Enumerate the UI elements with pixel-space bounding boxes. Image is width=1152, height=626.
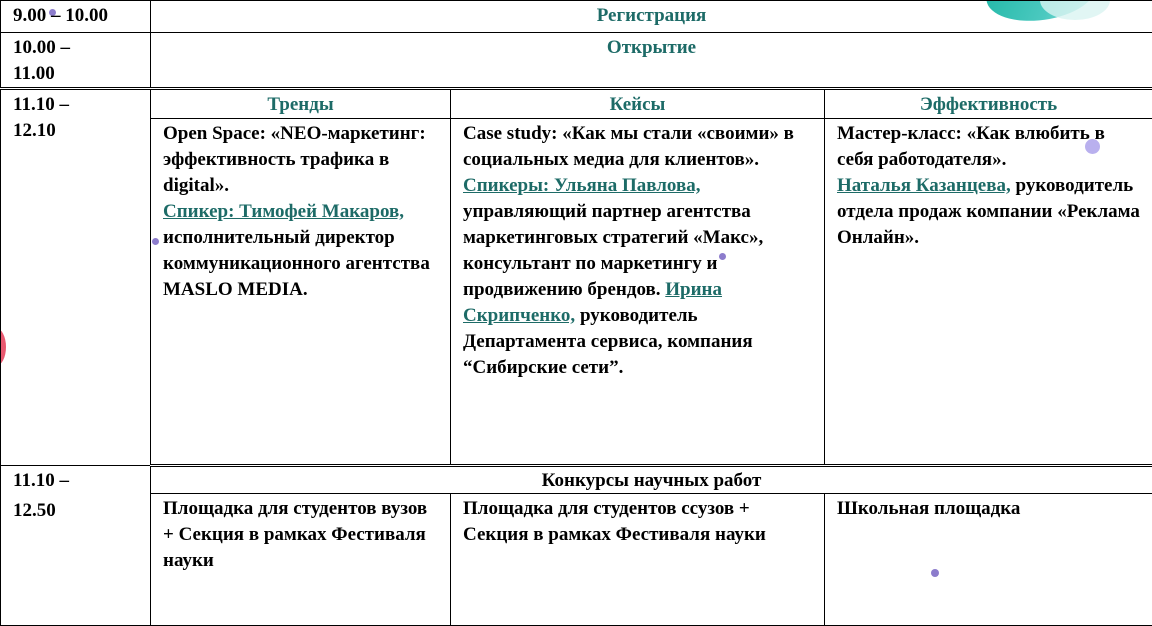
efficiency-speaker-role: руководитель отдела продаж компании «Реклама Онлайн». bbox=[837, 175, 1140, 248]
opening-title: Открытие bbox=[151, 33, 1152, 89]
registration-title: Регистрация bbox=[151, 1, 1152, 33]
table-row-tracks-header bbox=[1, 89, 1152, 119]
table-row-tracks-content bbox=[1, 119, 1152, 466]
track-header-efficiency: Эффективность bbox=[825, 89, 1152, 119]
time-cell bbox=[1, 466, 151, 626]
efficiency-speaker-link[interactable]: Наталья Казанцева, bbox=[837, 175, 1011, 196]
trends-event: Open Space: «NEO-маркетинг: эффективность трафика в digital». bbox=[163, 123, 426, 196]
time-end: 12.10 bbox=[13, 118, 138, 144]
time-cell: 9.00 – 10.00 bbox=[1, 1, 151, 33]
universities-cell: Площадка для студентов вузов + Секция в рамках Фестиваля науки bbox=[151, 494, 451, 626]
contests-title: Конкурсы научных работ bbox=[151, 466, 1152, 494]
time-start: 11.10 – bbox=[13, 468, 138, 494]
trends-cell bbox=[151, 119, 451, 466]
colleges-cell: Площадка для студентов ссузов + Секция в рамках Фестиваля науки bbox=[451, 494, 825, 626]
trends-speaker-role: исполнительный директор коммуникационного агентства MASLO MEDIA. bbox=[163, 227, 430, 300]
time-cell bbox=[1, 33, 151, 89]
cases-speaker2-link[interactable]: Ирина Скрипченко, bbox=[463, 279, 722, 326]
cases-speaker1-link[interactable]: Спикеры: Ульяна Павлова, bbox=[463, 175, 700, 196]
table-row-contests-title bbox=[1, 466, 1152, 494]
efficiency-cell bbox=[825, 119, 1152, 466]
time-start: 10.00 – bbox=[13, 35, 138, 61]
trends-speaker-link[interactable]: Спикер: Тимофей Макаров, bbox=[163, 201, 404, 222]
cases-speaker2-role: руководитель Департамента сервиса, компания “Сибирские сети”. bbox=[463, 305, 753, 378]
table-row-contests-content bbox=[1, 494, 1152, 626]
cases-cell bbox=[451, 119, 825, 466]
efficiency-event: Мастер-класс: «Как влюбить в себя работодателя». bbox=[837, 123, 1105, 170]
school-cell: Школьная площадка bbox=[825, 494, 1152, 626]
time-end: 11.00 bbox=[13, 61, 138, 87]
track-header-trends: Тренды bbox=[151, 89, 451, 119]
table-row-registration bbox=[1, 1, 1152, 33]
time-end: 12.50 bbox=[13, 498, 138, 524]
table-row-opening bbox=[1, 33, 1152, 89]
cases-speaker1-role: управляющий партнер агентства маркетинговых стратегий «Макс», консультант по маркетингу и продвижению брендов. bbox=[463, 201, 763, 300]
cases-event: Case study: «Как мы стали «своими» в социальных медиа для клиентов». bbox=[463, 123, 794, 170]
track-header-cases: Кейсы bbox=[451, 89, 825, 119]
time-cell bbox=[1, 89, 151, 466]
time-start: 11.10 – bbox=[13, 92, 138, 118]
